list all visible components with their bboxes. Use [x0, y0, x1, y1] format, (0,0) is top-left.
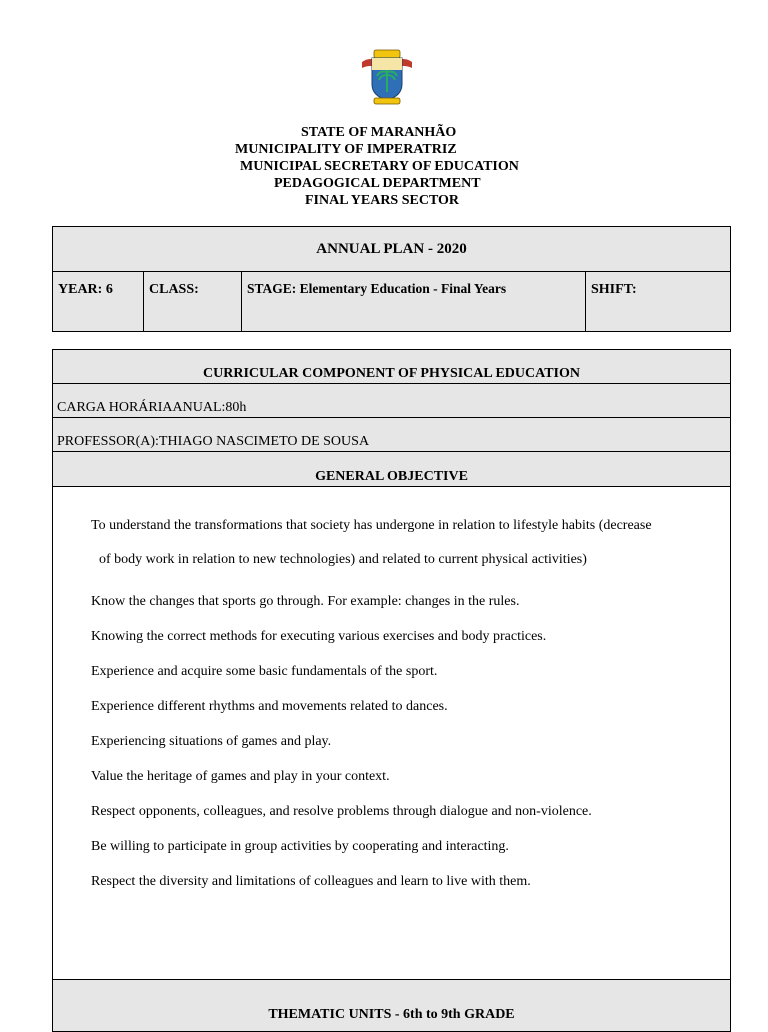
list-item — [77, 661, 730, 682]
objective-text: Respect opponents, colleagues, and resolve problems through dialogue and non-violence. — [91, 804, 592, 819]
shift-cell: SHIFT: — [586, 272, 731, 332]
header-sector: FINAL YEARS SECTOR — [305, 193, 460, 208]
objective-text: Respect the diversity and limitations of colleagues and learn to live with them. — [91, 874, 531, 889]
list-item — [77, 766, 730, 787]
bullet-icon — [77, 871, 91, 892]
list-item — [77, 801, 730, 822]
class-cell: CLASS: — [144, 272, 242, 332]
list-item — [77, 591, 730, 612]
workload-row: CARGA HORÁRIAANUAL:80h — [53, 384, 731, 418]
general-objective-heading: GENERAL OBJECTIVE — [53, 452, 731, 487]
stage-cell: STAGE: Elementary Education - Final Years — [242, 272, 586, 332]
professor-row: PROFESSOR(A):THIAGO NASCIMETO DE SOUSA — [53, 418, 731, 452]
bullet-icon — [77, 661, 91, 682]
list-item — [77, 836, 730, 857]
list-item — [77, 871, 730, 892]
bullet-icon — [77, 696, 91, 717]
thematic-units-heading: THEMATIC UNITS - 6th to 9th GRADE — [53, 980, 731, 1032]
bullet-icon — [77, 801, 91, 822]
header-secretary: MUNICIPAL SECRETARY OF EDUCATION — [240, 159, 519, 174]
bullet-icon — [77, 766, 91, 787]
bullet-icon — [77, 591, 91, 612]
objective-text: Experience different rhythms and movements related to dances. — [91, 699, 448, 714]
header-department: PEDAGOGICAL DEPARTMENT — [274, 176, 481, 191]
header-state: STATE OF MARANHÃO — [301, 125, 457, 140]
objective-text: Knowing the correct methods for executing various exercises and body practices. — [91, 629, 547, 644]
objectives-body — [53, 487, 731, 980]
objectives-list — [53, 487, 730, 892]
objective-text: Value the heritage of games and play in your context. — [91, 769, 390, 784]
bullet-icon — [77, 731, 91, 752]
curricular-component-heading: CURRICULAR COMPONENT OF PHYSICAL EDUCATION — [53, 350, 731, 384]
list-item — [77, 515, 730, 577]
year-cell: YEAR: 6 — [53, 272, 144, 332]
objective-text: Know the changes that sports go through. For example: changes in the rules. — [91, 594, 520, 609]
list-item — [77, 626, 730, 647]
curriculum-table — [52, 349, 731, 1032]
header-municipality: MUNICIPALITY OF IMPERATRIZ — [235, 142, 457, 157]
annual-plan-title: ANNUAL PLAN - 2020 — [53, 227, 731, 272]
bullet-icon — [77, 626, 91, 647]
annual-plan-table — [52, 226, 731, 332]
objective-text: To understand the transformations that society has undergone in relation to lifestyle habits (decrease — [91, 518, 652, 533]
bullet-icon — [77, 836, 91, 857]
objective-text: Experience and acquire some basic fundamentals of the sport. — [91, 664, 438, 679]
municipal-seal-logo — [360, 48, 414, 106]
objective-text-continued: of body work in relation to new technologies) and related to current physical activities) — [99, 552, 587, 567]
list-item — [77, 731, 730, 752]
objective-text: Be willing to participate in group activities by cooperating and interacting. — [91, 839, 509, 854]
list-item — [77, 696, 730, 717]
bullet-icon — [77, 515, 91, 577]
objective-text: Experiencing situations of games and play. — [91, 734, 332, 749]
